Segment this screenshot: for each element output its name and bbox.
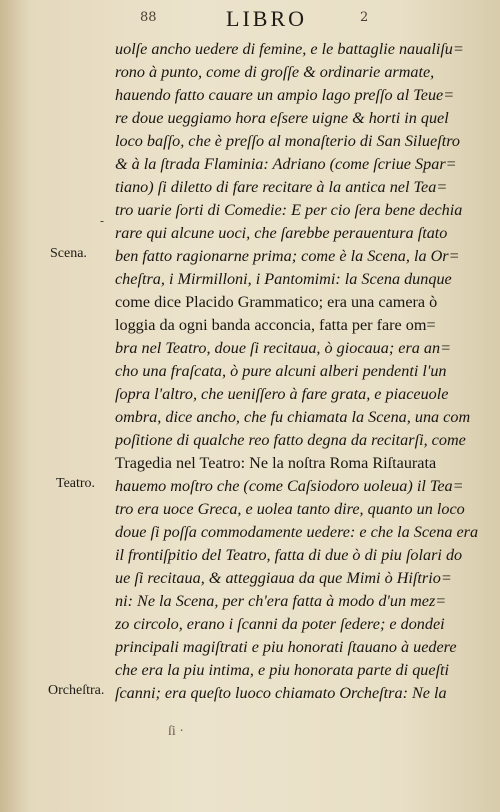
page-number: 88 (140, 10, 157, 25)
text-line: tro era uoce Greca, e uolea tanto dire, quanto un loco (115, 500, 465, 518)
text-line: hauendo fatto cauare un ampio lago preſſo al Teue= (115, 86, 455, 104)
text-line: Tragedia nel Teatro: Ne la noſtra Roma Riſtaurata (115, 454, 437, 472)
text-line: poſitione di qualche reo fatto degna da recitarſi, come (115, 431, 466, 449)
text-line: re doue ueggiamo hora eſsere uigne & horti in quel (115, 109, 449, 127)
text-line: il frontiſpitio del Teatro, fatta di due ò di piu ſolari do (115, 546, 463, 564)
text-line: ue ſi recitaua, & atteggiaua da que Mimi ò Hiſtrio= (115, 569, 452, 587)
text-line: uolſe ancho uedere di femine, e le battaglie naualiſu= (115, 40, 464, 58)
text-line: rono à punto, come di groſſe & ordinarie armate, (115, 63, 435, 81)
text-line: come dice Placido Grammatico; era una camera ò (115, 293, 438, 311)
text-line: loggia da ogni banda acconcia, fatta per fare om= (115, 316, 436, 334)
text-line: tiano) ſi diletto di fare recitare à la antica nel Tea= (115, 178, 448, 196)
text-line: che era la piu intima, e piu honorata parte di queſti (115, 661, 450, 679)
catchword: ſi · (168, 724, 184, 739)
side-mark: - (100, 214, 105, 228)
text-line: principali magiſtrati e piu honorati ſtauano à uedere (115, 638, 457, 656)
text-block (115, 38, 495, 705)
text-line: rare qui alcune uoci, che ſarebbe perauentura ſtato (115, 224, 448, 242)
text-line: ombra, dice ancho, che fu chiamata la Scena, una com (115, 408, 471, 426)
text-line: cho una fraſcata, ò pure alcuni alberi pendenti l'un (115, 362, 447, 380)
text-line: ſcanni; era queſto luoco chiamato Orcheſtra: Ne la (115, 684, 447, 702)
text-line: & à la ſtrada Flaminia: Adriano (come ſcriue Spar= (115, 155, 457, 173)
text-line: doue ſi poſſa commodamente uedere: e che la Scena era (115, 523, 479, 541)
text-line: tro uarie ſorti di Comedie: E per cio ſera bene dechia (115, 201, 463, 219)
margin-note-scena: Scena. (50, 246, 87, 261)
header-mark: 2 (360, 10, 369, 25)
text-line: loco baſſo, che è preſſo al monaſterio di San Silueſtro (115, 132, 460, 150)
text-line: cheſtra, i Mirmilloni, i Pantomimi: la Scena dunque (115, 270, 452, 288)
text-line: ni: Ne la Scena, per ch'era fatta à modo d'un mez= (115, 592, 447, 610)
running-title: LIBRO (226, 6, 307, 31)
text-line: zo circolo, erano i ſcanni da poter ſedere; e dondei (115, 615, 445, 633)
text-line: hauemo moſtro che (come Caſsiodoro uoleua) il Tea= (115, 477, 464, 495)
text-line: ſopra l'altro, che ueniſſero à fare grata, e piaceuole (115, 385, 449, 403)
text-line: bra nel Teatro, doue ſi recitaua, ò giocaua; era an= (115, 339, 451, 357)
margin-note-orchestra: Orcheſtra. (48, 683, 105, 698)
margin-note-teatro: Teatro. (56, 476, 96, 491)
text-line: ben fatto ragionarne prima; come è la Scena, la Or= (115, 247, 460, 265)
running-header (0, 4, 500, 34)
